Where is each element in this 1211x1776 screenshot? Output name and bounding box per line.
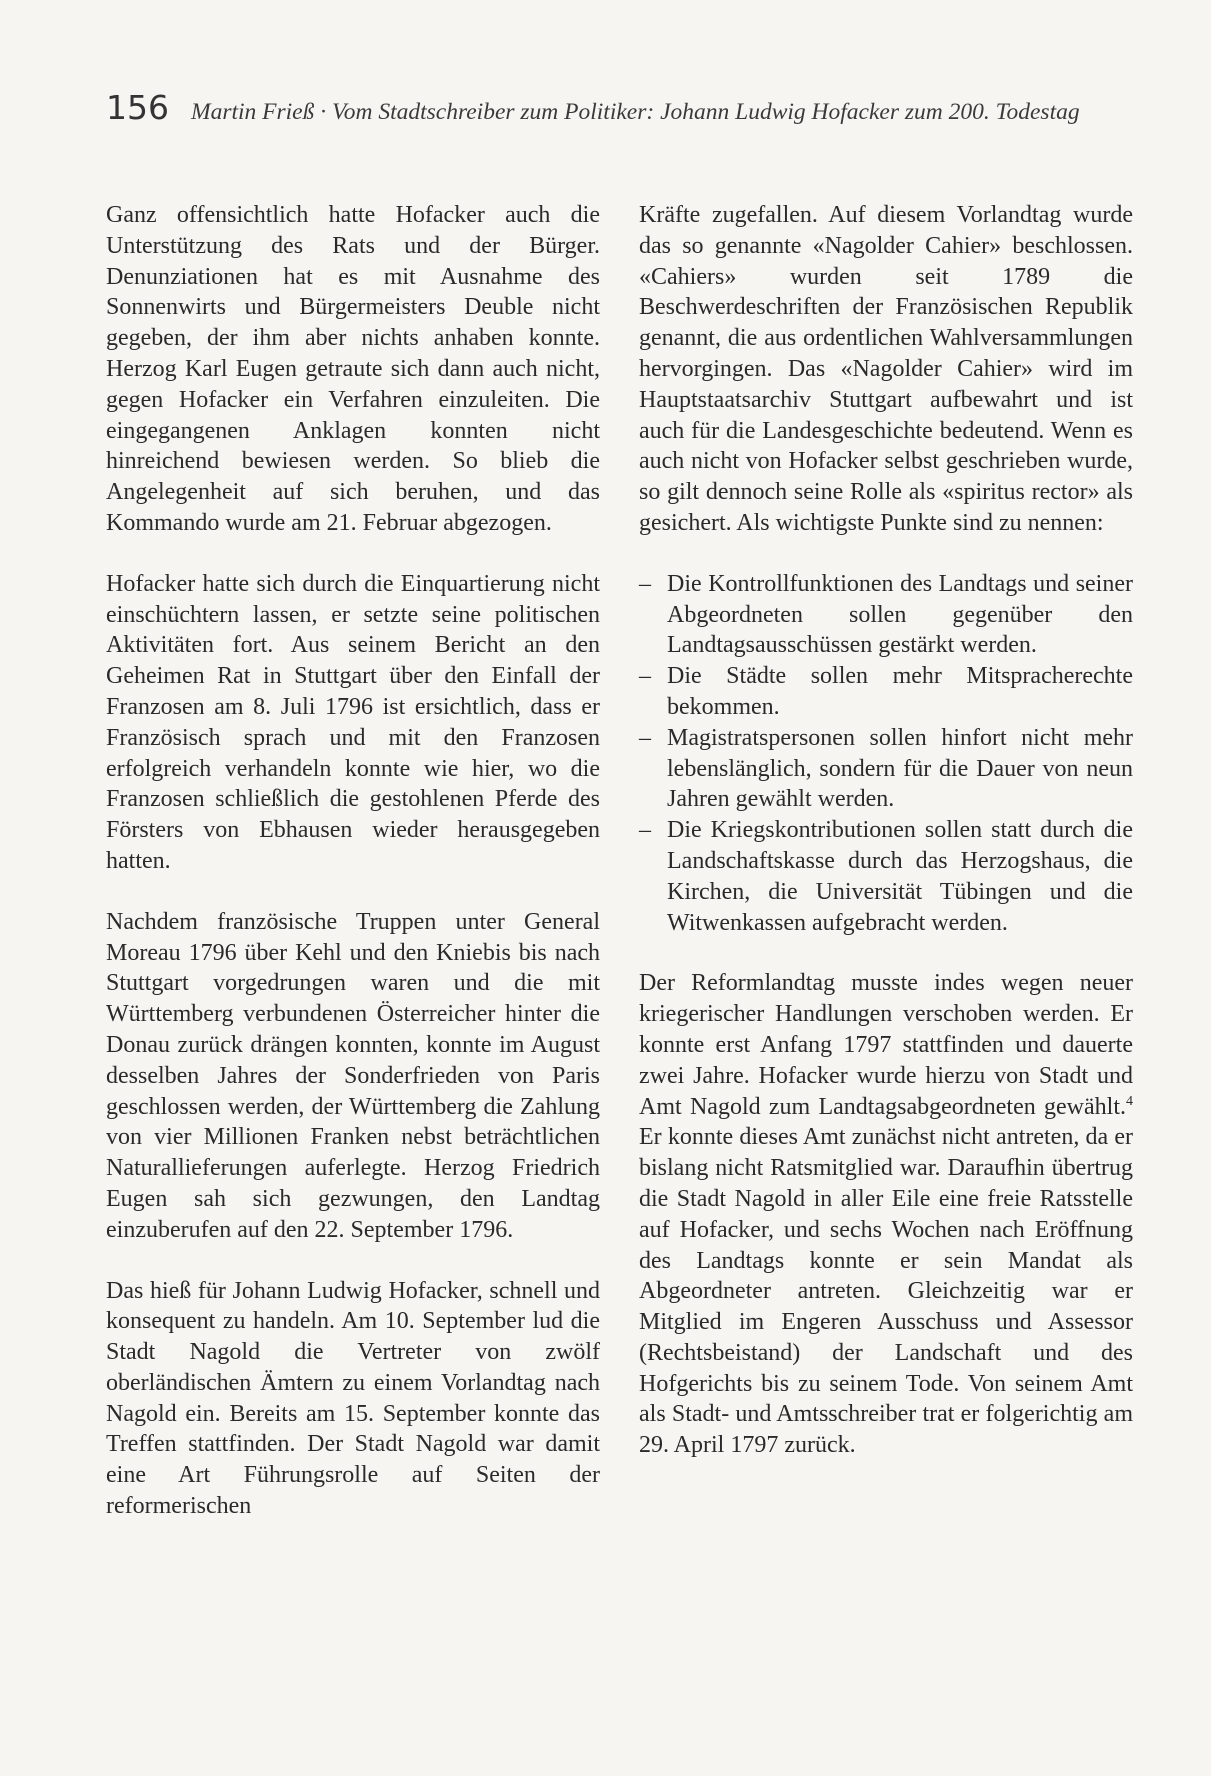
paragraph: Das hieß für Johann Ludwig Hofacker, schnell und konsequent zu handeln. Am 10. September lud die Stadt Nagold die Vertreter von zwölf oberländischen Ämtern zu einem Vorlandtag nach Nagold ein. Bereits am 15. September konnte das Treffen stattfinden. Der Stadt Nagold war damit eine Art Führungsrolle auf Seiten der reformerischen xyxy=(106,1277,600,1520)
list-item: – Die Städte sollen mehr Mitspracherechte bekommen. xyxy=(639,661,1133,723)
list-item: – Die Kriegskontributionen sollen statt durch die Landschaftskasse durch das Herzogshaus, die Kirchen, die Universität Tübingen und die Witwenkassen aufgebracht werden. xyxy=(639,815,1133,938)
left-column xyxy=(106,200,600,1552)
paragraph: Ganz offensichtlich hatte Hofacker auch die Unterstützung des Rats und der Bürger. Denunziationen hat es mit Ausnahme des Sonnenwirts und Bürgermeisters Deuble nicht gegeben, der ihm aber nichts anhaben konnte. Herzog Karl Eugen getraute sich dann auch nicht, gegen Hofacker ein Verfahren einzuleiten. Die eingegangenen Anklagen konnten nicht hinreichend bewiesen werden. So blieb die Angelegenheit auf sich beruhen, und das Kommando wurde am 21. Februar abgezogen. xyxy=(106,202,600,536)
paragraph xyxy=(639,968,1133,1461)
paragraph: Nachdem französische Truppen unter General Moreau 1796 über Kehl und den Kniebis bis nach Stuttgart vorgedrungen waren und die mit Württemberg verbundenen Österreicher hinter die Donau zurück drängen konnten, konnte im August desselben Jahres der Sonderfrieden von Paris geschlossen werden, der Württemberg die Zahlung von vier Millionen Franken nebst beträchtlichen Naturallieferungen auferlegte. Herzog Friedrich Eugen sah sich gezwungen, den Landtag einzuberufen auf den 22. September 1796. xyxy=(106,908,600,1243)
list-item: – Magistratspersonen sollen hinfort nicht mehr lebenslänglich, sondern für die Dauer von neun Jahren gewählt werden. xyxy=(639,723,1133,815)
right-column xyxy=(639,200,1133,1491)
paragraph-text: Er konnte dieses Amt zunächst nicht antreten, da er bislang nicht Ratsmitglied war. Daraufhin übertrug die Stadt Nagold in aller Eile eine freie Ratsstelle auf Hofacker, und sechs Wochen nach Eröffnung des Landtags konnte er sein Mandat als Abgeordneter antreten. Gleichzeitig war er Mitglied im Engeren Ausschuss und Assessor (Rechtsbeistand) der Landschaft und des Hofgerichts bis zu seinem Tode. Von seinem Amt als Stadt- und Amtsschreiber trat er folgerichtig am 29. April 1797 zurück. xyxy=(639,1124,1133,1459)
paragraph: Hofacker hatte sich durch die Einquartierung nicht einschüchtern lassen, er setzte seine politischen Aktivitäten fort. Aus seinem Bericht an den Geheimen Rat in Stuttgart über den Einfall der Franzosen am 8. Juli 1796 ist ersichtlich, dass er Französisch sprach und mit den Franzosen erfolgreich verhandeln konnte wie hier, wo die Franzosen schließlich die gestohlenen Pferde des Försters von Ebhausen wieder herausgegeben hatten. xyxy=(106,570,600,874)
footnote-marker: 4 xyxy=(1126,1093,1133,1109)
running-head: Martin Frieß · Vom Stadtschreiber zum Politiker: Johann Ludwig Hofacker zum 200. Todestag xyxy=(191,99,1080,125)
paragraph: Kräfte zugefallen. Auf diesem Vorlandtag wurde das so genannte «Nagolder Cahier» beschlossen. «Cahiers» wurden seit 1789 die Beschwerdeschriften der Französischen Republik genannt, die aus ordentlichen Wahlversammlungen hervorgingen. Das «Nagolder Cahier» wird im Hauptstaatsarchiv Stuttgart aufbewahrt und ist auch für die Landesgeschichte bedeutend. Wenn es auch nicht von Hofacker selbst geschrieben wurde, so gilt dennoch seine Rolle als «spiritus rector» als gesichert. Als wichtigste Punkte sind zu nennen: xyxy=(639,202,1133,536)
page-number: 156 xyxy=(106,88,169,127)
reform-points-list xyxy=(639,569,1133,939)
list-item: – Die Kontrollfunktionen des Landtags und seiner Abgeordneten sollen gegenüber den Landtagsausschüssen gestärkt werden. xyxy=(639,569,1133,661)
page-header xyxy=(106,88,1126,127)
paragraph-text: Der Reformlandtag musste indes wegen neuer kriegerischer Handlungen verschoben werden. Er konnte erst Anfang 1797 stattfinden und dauerte zwei Jahre. Hofacker wurde hierzu von Stadt und Amt Nagold zum Landtagsabgeordneten gewählt. xyxy=(639,970,1133,1120)
